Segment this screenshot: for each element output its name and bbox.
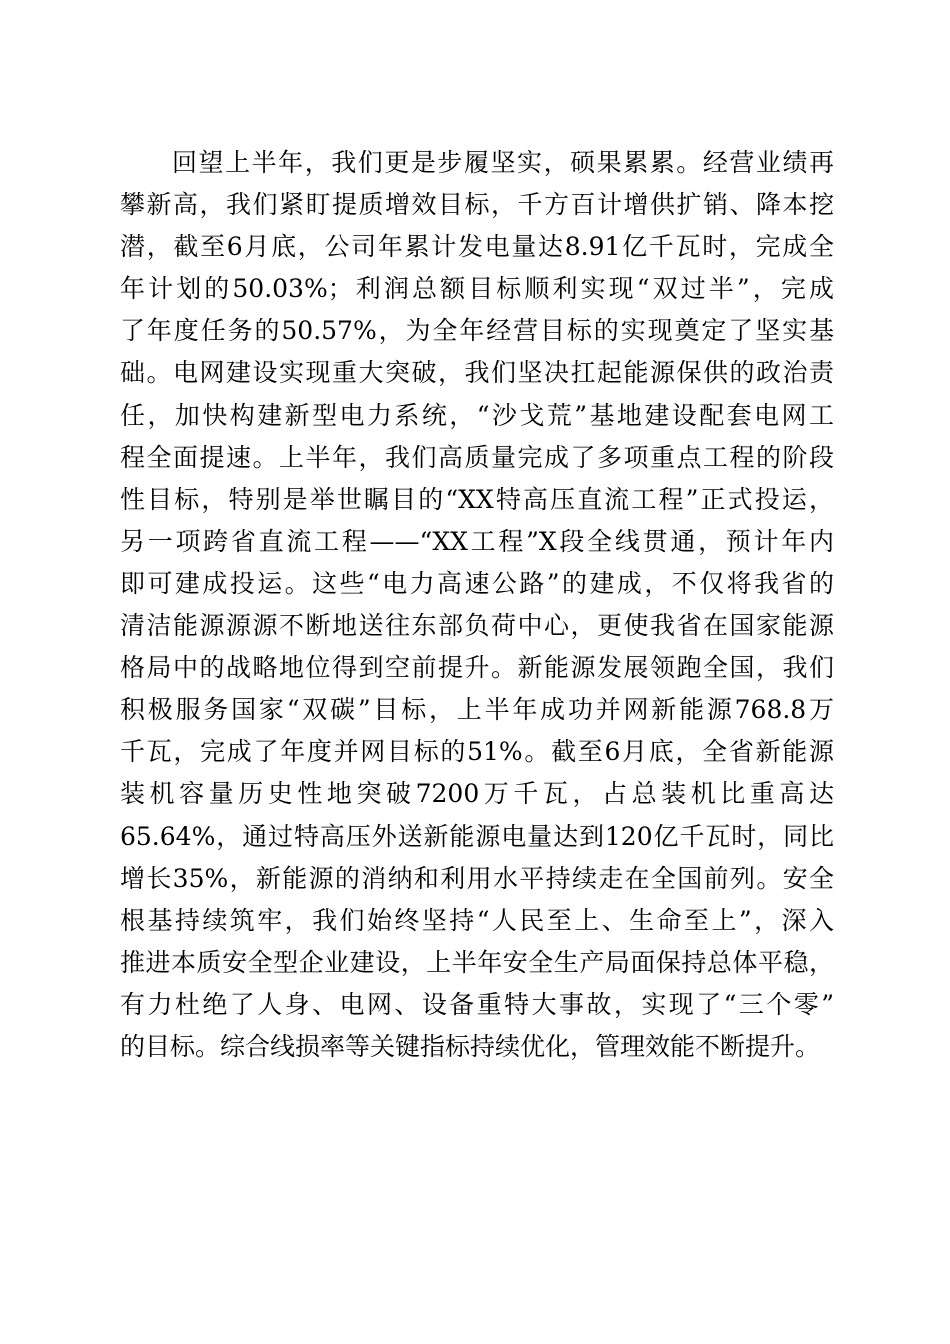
paragraph-line: 清洁能源源源不断地送往东部负荷中心，更使我省在国家能源: [120, 611, 834, 641]
paragraph-line: 千瓦，完成了年度并网目标的51%。截至6月底，全省新能源: [120, 737, 834, 767]
paragraph-line: 年计划的50.03%；利润总额目标顺利实现“双过半”，完成: [120, 274, 834, 304]
paragraph-line: 的目标。综合线损率等关键指标持续优化，管理效能不断提升。: [120, 1031, 821, 1061]
paragraph-line: 任，加快构建新型电力系统，“沙戈荒”基地建设配套电网工: [120, 400, 834, 430]
paragraph-line: 了年度任务的50.57%，为全年经营目标的实现奠定了坚实基: [120, 316, 834, 346]
paragraph-line: 增长35%，新能源的消纳和利用水平持续走在全国前列。安全: [120, 863, 834, 893]
body-paragraph: [120, 142, 834, 1068]
paragraph-line: 另一项跨省直流工程——“XX工程”X段全线贯通，预计年内: [120, 526, 834, 556]
paragraph-line: 积极服务国家“双碳”目标，上半年成功并网新能源768.8万: [120, 695, 834, 725]
paragraph-line: 65.64%，通过特高压外送新能源电量达到120亿千瓦时，同比: [120, 821, 834, 851]
paragraph-line: 回望上半年，我们更是步履坚实，硕果累累。经营业绩再: [172, 148, 834, 177]
paragraph-line: 性目标，特别是举世瞩目的“XX特高压直流工程”正式投运，: [120, 484, 834, 514]
paragraph-line: 装机容量历史性地突破7200万千瓦，占总装机比重高达: [120, 779, 834, 809]
paragraph-line: 有力杜绝了人身、电网、设备重特大事故，实现了“三个零”: [120, 989, 834, 1019]
paragraph-line: 程全面提速。上半年，我们高质量完成了多项重点工程的阶段: [120, 442, 834, 472]
paragraph-line: 潜，截至6月底，公司年累计发电量达8.91亿千瓦时，完成全: [120, 232, 834, 262]
paragraph-line: 根基持续筑牢，我们始终坚持“人民至上、生命至上”，深入: [120, 905, 834, 935]
paragraph-line: 推进本质安全型企业建设，上半年安全生产局面保持总体平稳，: [120, 947, 834, 977]
paragraph-line: 格局中的战略地位得到空前提升。新能源发展领跑全国，我们: [120, 653, 834, 683]
paragraph-line: 攀新高，我们紧盯提质增效目标，千方百计增供扩销、降本挖: [120, 190, 834, 220]
paragraph-line: 础。电网建设实现重大突破，我们坚决扛起能源保供的政治责: [120, 358, 834, 388]
paragraph-line: 即可建成投运。这些“电力高速公路”的建成，不仅将我省的: [120, 568, 834, 598]
